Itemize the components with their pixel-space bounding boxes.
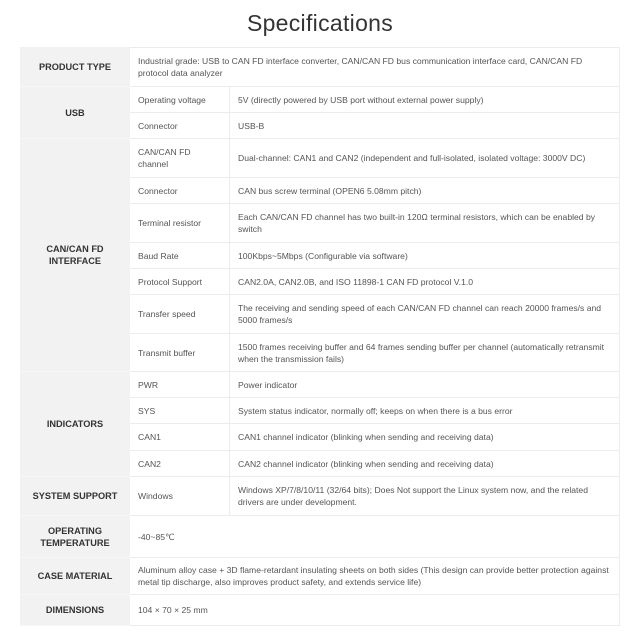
spec-value: CAN1 channel indicator (blinking when sending and receiving data) <box>230 424 620 451</box>
spec-key: Transfer speed <box>130 295 230 334</box>
table-row <box>21 48 620 87</box>
spec-label: CAN/CAN FD INTERFACE <box>21 139 130 372</box>
spec-value: Dual-channel: CAN1 and CAN2 (independent and full-isolated, isolated voltage: 3000V DC) <box>230 139 620 178</box>
spec-value: CAN2.0A, CAN2.0B, and ISO 11898-1 CAN FD protocol V.1.0 <box>230 269 620 295</box>
spec-value: Power indicator <box>230 372 620 398</box>
spec-key: Connector <box>130 178 230 204</box>
page-title: Specifications <box>246 10 394 36</box>
spec-value: Aluminum alloy case + 3D flame-retardant insulating sheets on both sides (This design can provide better protection against metal tip discharge, also improves product safety, and extends service life) <box>130 558 620 595</box>
spec-key: CAN1 <box>130 424 230 451</box>
spec-key: Protocol Support <box>130 269 230 295</box>
spec-value: Industrial grade: USB to CAN FD interface converter, CAN/CAN FD bus communication interface card, CAN/CAN FD protocol data analyzer <box>130 48 620 87</box>
table-row <box>21 477 620 516</box>
spec-label: CASE MATERIAL <box>21 558 130 595</box>
spec-value: USB-B <box>230 113 620 139</box>
spec-key: PWR <box>130 372 230 398</box>
spec-value: System status indicator, normally off; keeps on when there is a bus error <box>230 398 620 424</box>
spec-value: 1500 frames receiving buffer and 64 frames sending buffer per channel (automatically retransmit when the transmission fails) <box>230 334 620 372</box>
spec-key: Terminal resistor <box>130 204 230 243</box>
spec-value: -40~85℃ <box>130 516 620 558</box>
spec-value: CAN2 channel indicator (blinking when sending and receiving data) <box>230 451 620 477</box>
spec-key: CAN2 <box>130 451 230 477</box>
spec-value: 100Kbps~5Mbps (Configurable via software) <box>230 243 620 269</box>
spec-value: 5V (directly powered by USB port without external power supply) <box>230 87 620 113</box>
spec-key: Connector <box>130 113 230 139</box>
table-row <box>21 595 620 626</box>
table-row <box>21 139 620 178</box>
spec-key: Operating voltage <box>130 87 230 113</box>
spec-key: Windows <box>130 477 230 516</box>
spec-label: USB <box>21 87 130 139</box>
table-row <box>21 372 620 398</box>
spec-label: SYSTEM SUPPORT <box>21 477 130 516</box>
table-row <box>21 87 620 113</box>
spec-value: CAN bus screw terminal (OPEN6 5.08mm pitch) <box>230 178 620 204</box>
spec-value: Each CAN/CAN FD channel has two built-in 120Ω terminal resistors, which can be enabled by switch <box>230 204 620 243</box>
spec-label: PRODUCT TYPE <box>21 48 130 87</box>
spec-key: Baud Rate <box>130 243 230 269</box>
spec-label: OPERATING TEMPERATURE <box>21 516 130 558</box>
spec-value: The receiving and sending speed of each CAN/CAN FD channel can reach 20000 frames/s and 5000 frames/s <box>230 295 620 334</box>
specifications-table <box>20 47 620 626</box>
spec-value: 104 × 70 × 25 mm <box>130 595 620 626</box>
spec-key: CAN/CAN FD channel <box>130 139 230 178</box>
table-row <box>21 516 620 558</box>
spec-label: DIMENSIONS <box>21 595 130 626</box>
spec-value: Windows XP/7/8/10/11 (32/64 bits); Does Not support the Linux system now, and the related drivers are under development. <box>230 477 620 516</box>
spec-label: INDICATORS <box>21 372 130 477</box>
spec-key: SYS <box>130 398 230 424</box>
spec-key: Transmit buffer <box>130 334 230 372</box>
table-row <box>21 558 620 595</box>
